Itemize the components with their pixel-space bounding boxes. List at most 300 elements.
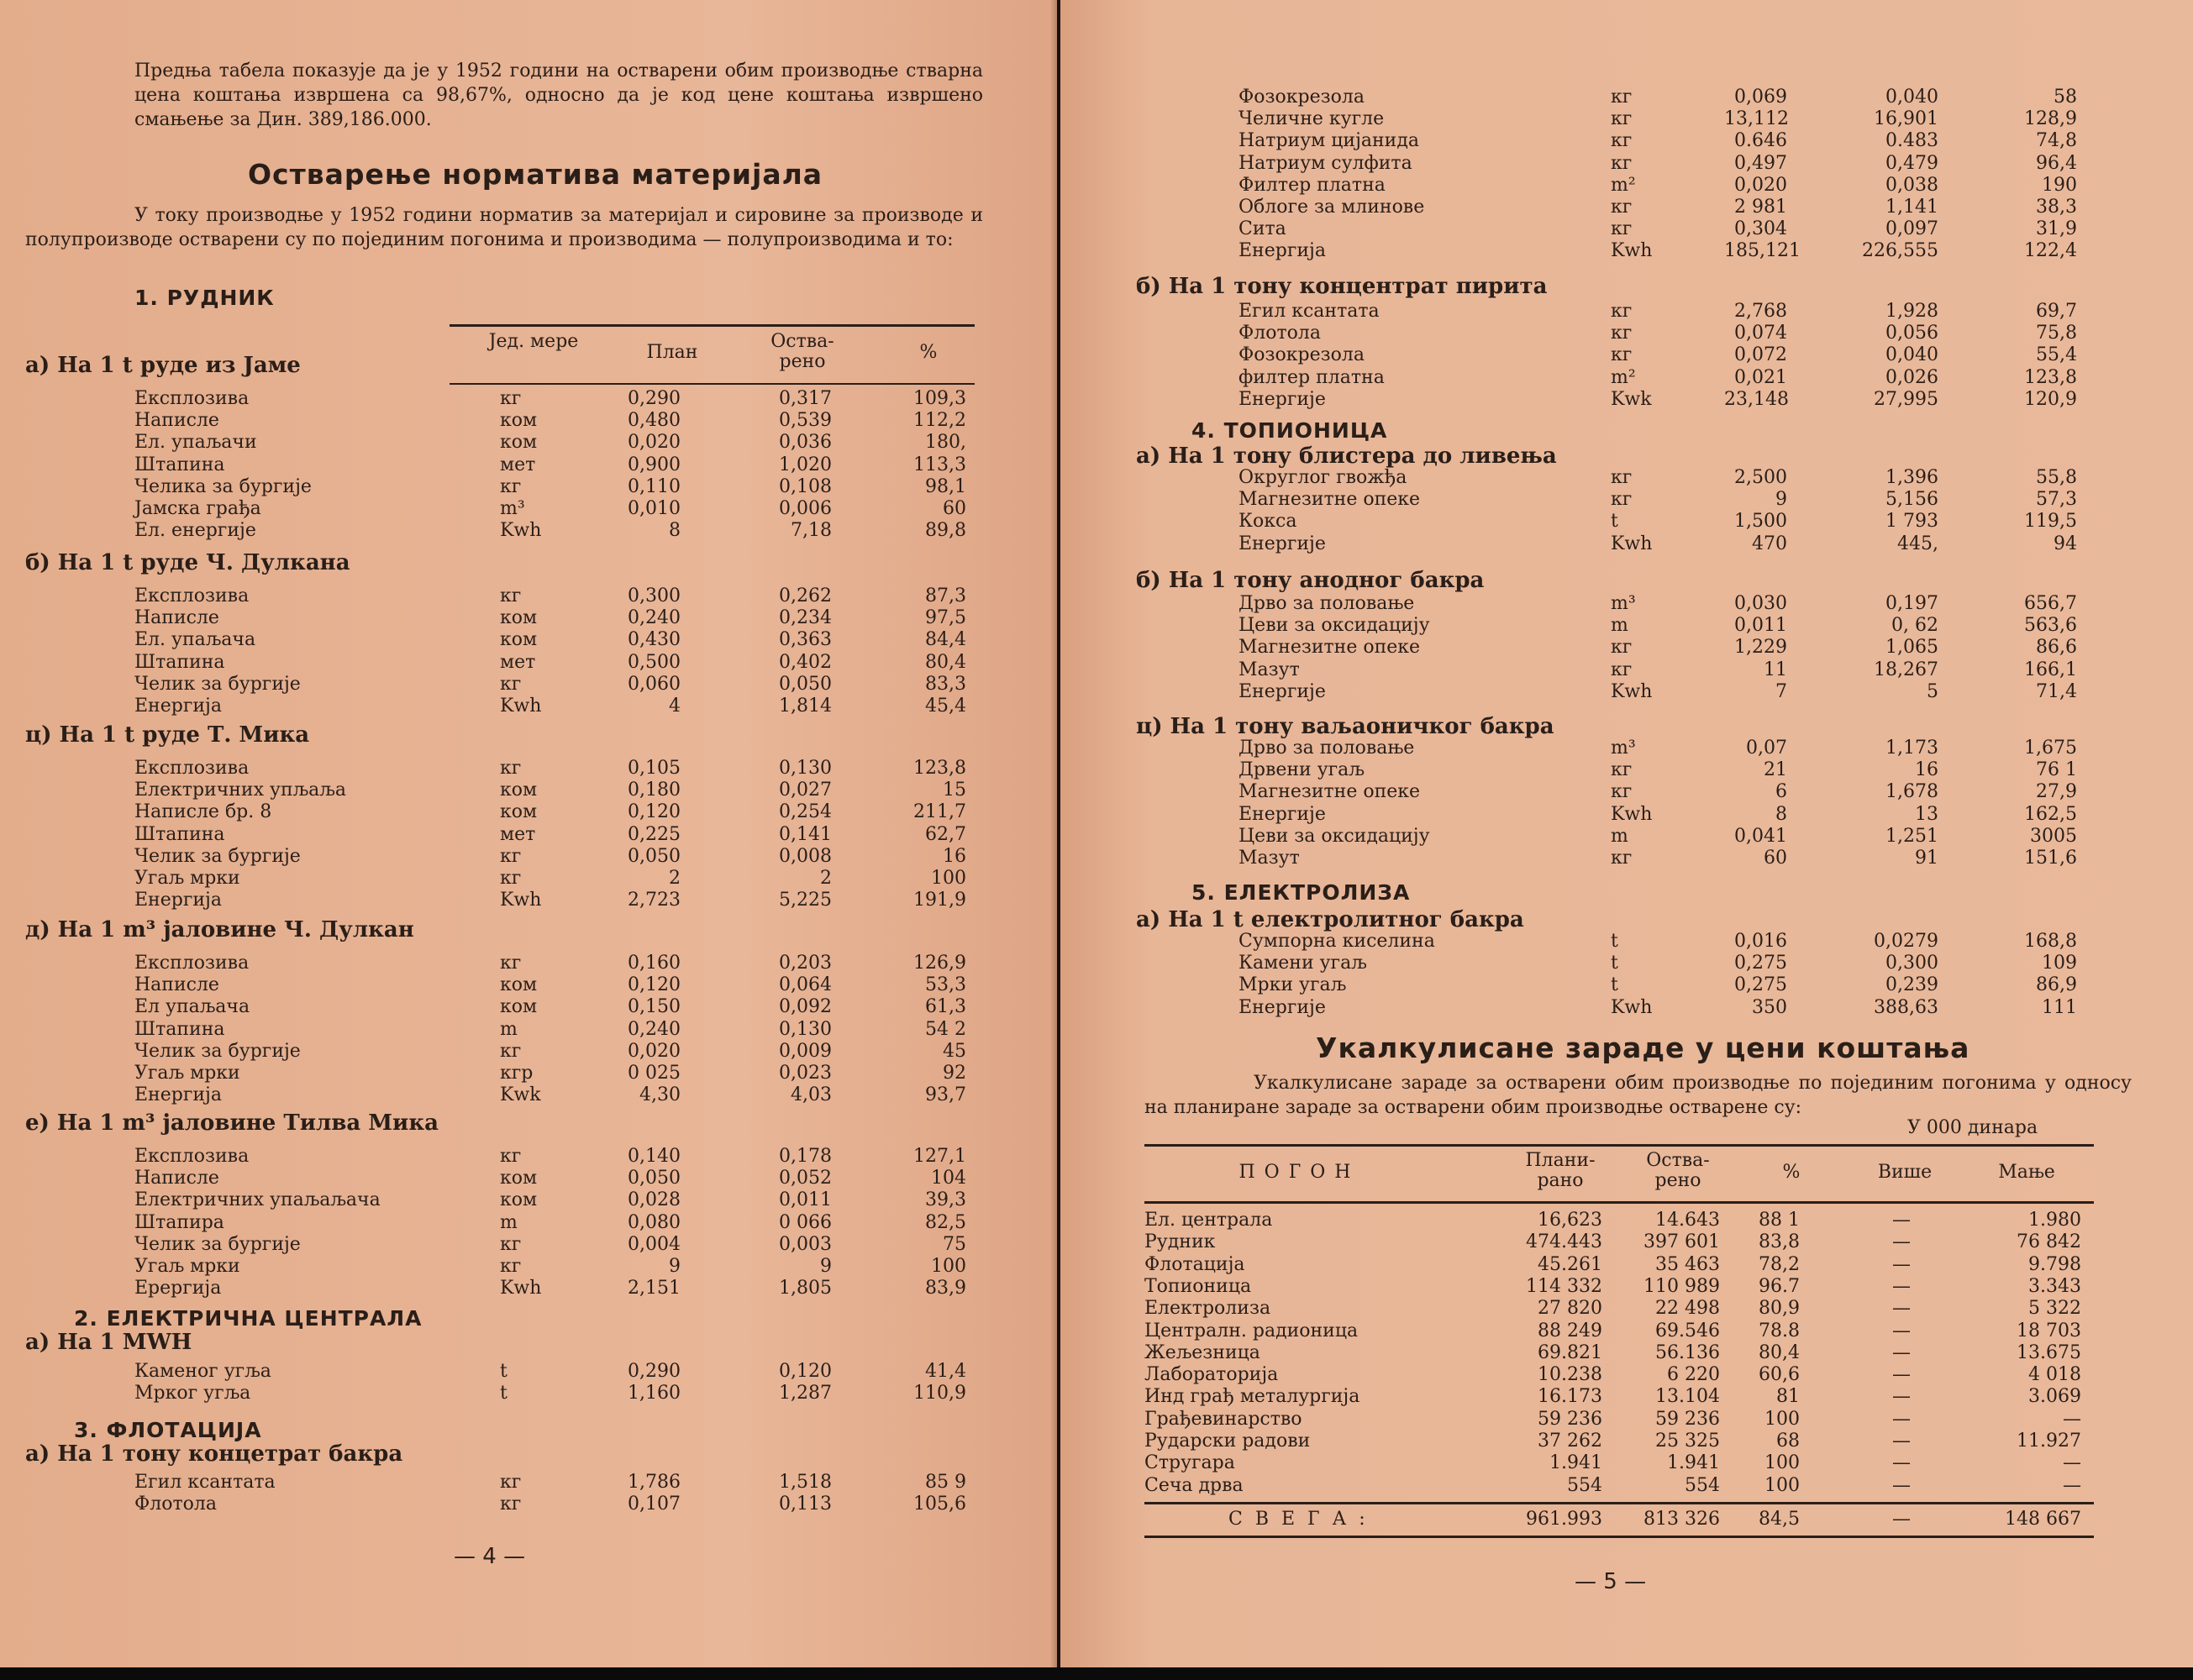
material-unit: m — [1611, 825, 1628, 847]
material-name: Експлозива — [134, 758, 250, 779]
material-actual: 13 — [1915, 803, 1938, 825]
pogon-pct: 81 — [1776, 1386, 1800, 1408]
material-name: Ел. енергије — [134, 520, 256, 542]
total-more: — — [1892, 1509, 1911, 1530]
material-row — [1060, 511, 2111, 533]
material-plan: 60 — [1764, 848, 1787, 869]
pogon-pct: 100 — [1764, 1452, 1800, 1474]
material-row — [0, 585, 1050, 607]
material-unit: кг — [500, 868, 522, 889]
pogon-plan: 16,623 — [1538, 1210, 1602, 1231]
material-plan: 0,010 — [628, 498, 681, 519]
pogon-pct-header: % — [1782, 1162, 1801, 1183]
pogon-pct: 78.8 — [1759, 1320, 1800, 1341]
material-unit: t — [500, 1383, 507, 1404]
material-actual: 0,003 — [779, 1233, 832, 1255]
material-actual: 0,239 — [1885, 974, 1938, 996]
material-row — [1060, 781, 2111, 803]
material-plan: 0,500 — [628, 651, 681, 673]
material-name: Фозокрезола — [1238, 344, 1365, 366]
material-pct: 83,3 — [925, 673, 966, 695]
material-pct: 100 — [931, 1256, 966, 1277]
material-name: Мазут — [1238, 659, 1300, 680]
material-actual: 0,056 — [1885, 323, 1938, 344]
material-unit: кг — [1611, 130, 1633, 152]
material-plan: 11 — [1764, 659, 1787, 680]
left-page — [0, 0, 1057, 1667]
pogon-pct: 80,4 — [1759, 1341, 1800, 1363]
material-unit: m³ — [500, 498, 525, 519]
material-unit: мет — [500, 454, 536, 475]
material-pct: 76 1 — [2036, 759, 2077, 781]
material-unit: m — [500, 1211, 518, 1233]
material-pct: 109,3 — [913, 388, 966, 409]
material-actual: 1,065 — [1885, 637, 1938, 659]
material-plan: 0,020 — [1734, 174, 1787, 196]
material-pct: 84,4 — [925, 629, 966, 651]
material-row — [1060, 108, 2111, 130]
material-actual: 0.483 — [1885, 130, 1938, 152]
material-unit: кг — [500, 1146, 522, 1167]
pogon-actual: 110 989 — [1643, 1275, 1720, 1297]
material-plan: 0,110 — [628, 475, 681, 497]
material-unit: мет — [500, 651, 536, 673]
material-pct: 97,5 — [925, 607, 966, 629]
material-plan: 1,786 — [628, 1472, 681, 1493]
material-row — [0, 1278, 1050, 1299]
pogon-actual: 35 463 — [1655, 1253, 1720, 1275]
page-number-left: — 4 — — [454, 1544, 526, 1569]
right-page — [1060, 0, 2193, 1667]
material-pct: 15 — [943, 780, 966, 801]
material-row — [1060, 659, 2111, 681]
material-name: Челик за бургије — [134, 1233, 301, 1255]
material-plan: 0,480 — [628, 410, 681, 432]
material-pct: 75 — [943, 1233, 966, 1255]
material-name: Енергија — [134, 1084, 222, 1106]
material-row — [1060, 87, 2111, 108]
material-pct: 83,9 — [925, 1278, 966, 1299]
material-plan: 0,020 — [628, 1040, 681, 1062]
material-pct: 3005 — [2030, 825, 2077, 847]
material-row — [0, 1041, 1050, 1063]
pogon-less: — — [2063, 1474, 2081, 1496]
intro-paragraph-2: У току производње у 1952 години норматив за материјал и сировине за производе и полупроизводе остварени су по појединим погонима и производима — полупроизводима и то: — [25, 205, 983, 250]
pogon-pct: 100 — [1764, 1408, 1800, 1430]
material-actual: 1,173 — [1885, 738, 1938, 759]
material-row — [1060, 301, 2111, 323]
material-pct: 123,8 — [913, 758, 966, 779]
material-plan: 0,900 — [628, 454, 681, 475]
material-row — [1060, 130, 2111, 152]
material-actual: 0,479 — [1885, 152, 1938, 174]
material-row — [1060, 489, 2111, 511]
pogon-plan: 554 — [1567, 1474, 1602, 1496]
material-name: Натриум сулфита — [1238, 152, 1412, 174]
material-plan: 8 — [669, 520, 681, 542]
material-actual: 0,064 — [779, 974, 832, 996]
material-row — [1060, 533, 2111, 555]
material-name: Написле — [134, 974, 219, 996]
material-pct: 31,9 — [2036, 218, 2077, 240]
material-actual: 1,251 — [1885, 825, 1938, 847]
material-pct: 55,8 — [2036, 467, 2077, 488]
material-actual: 0,008 — [779, 845, 832, 867]
material-pct: 180, — [925, 432, 966, 454]
material-pct: 128,9 — [2024, 108, 2077, 130]
pogon-less: 1.980 — [2028, 1210, 2081, 1231]
section-rudnik: 1. РУДНИК — [134, 286, 275, 310]
pogon-more: — — [1892, 1231, 1911, 1253]
pogon-plan: 27 820 — [1538, 1298, 1602, 1320]
material-row — [1060, 467, 2111, 489]
unit-note: У 000 динара — [1907, 1117, 2038, 1138]
material-plan: 1,160 — [628, 1383, 681, 1404]
material-actual: 0,234 — [779, 607, 832, 629]
material-actual: 0,0279 — [1874, 931, 1938, 952]
material-plan: 470 — [1752, 533, 1787, 554]
material-unit: кг — [1611, 108, 1633, 130]
material-unit: мет — [500, 823, 536, 845]
pogon-more: — — [1892, 1474, 1911, 1496]
material-plan: 6 — [1775, 781, 1787, 803]
material-row — [0, 1063, 1050, 1084]
material-plan: 0,240 — [628, 1018, 681, 1040]
material-unit: кг — [1611, 848, 1633, 869]
material-plan: 0,120 — [628, 974, 681, 996]
material-name: Угаљ мрки — [134, 1063, 240, 1084]
group-title: б) На 1 тону анодног бакра — [1136, 568, 1485, 593]
material-name: Челик за бургије — [134, 845, 301, 867]
material-pct: 656,7 — [2024, 593, 2077, 614]
material-actual: 16 — [1915, 759, 1938, 781]
pogon-pct: 80,9 — [1759, 1298, 1800, 1320]
material-actual: 0,006 — [779, 498, 832, 519]
material-plan: 0,080 — [628, 1211, 681, 1233]
material-pct: 100 — [931, 868, 966, 889]
material-unit: кг — [500, 758, 522, 779]
pogon-row — [1060, 1364, 2153, 1386]
pogon-actual: 397 601 — [1643, 1231, 1720, 1253]
material-actual: 0,254 — [779, 801, 832, 823]
material-unit: кг — [1611, 218, 1633, 240]
material-actual: 0,038 — [1885, 174, 1938, 196]
material-unit: t — [1611, 931, 1618, 952]
pogon-row — [1060, 1320, 2153, 1342]
material-row — [0, 410, 1050, 432]
material-unit: кг — [1611, 467, 1633, 488]
pogon-name: Грађевинарство — [1144, 1408, 1302, 1430]
material-actual: 5,225 — [779, 890, 832, 911]
group-title: а) На 1 тону блистера до ливења — [1136, 444, 1557, 469]
pogon-less: — — [2063, 1452, 2081, 1474]
material-row — [1060, 974, 2111, 996]
material-pct: 87,3 — [925, 585, 966, 606]
material-row — [0, 607, 1050, 629]
material-unit: ком — [500, 607, 538, 629]
material-actual: 0,040 — [1885, 344, 1938, 366]
material-actual: 388,63 — [1874, 996, 1938, 1018]
material-plan: 0.646 — [1734, 130, 1787, 152]
material-plan: 0,240 — [628, 607, 681, 629]
material-unit: кг — [1611, 197, 1633, 218]
material-plan: 0,275 — [1734, 974, 1787, 996]
material-name: Енергије — [1238, 533, 1326, 554]
intro-paragraph: Предња табела показује да је у 1952 години на остварени обим производње стварна цена коштања извршена са 98,67%, односно да је код цене коштања извршено смањење за Дин. 389,186.000. — [134, 60, 983, 130]
material-row — [0, 801, 1050, 823]
pogon-plan-header: Плани- рано — [1525, 1150, 1596, 1191]
material-actual: 0,052 — [779, 1168, 832, 1189]
material-row — [1060, 323, 2111, 344]
material-unit: m — [1611, 615, 1628, 637]
material-pct: 122,4 — [2024, 240, 2077, 262]
material-row — [0, 696, 1050, 717]
material-name: Штапина — [134, 651, 225, 673]
pogon-actual: 6 220 — [1667, 1364, 1720, 1386]
material-unit: кг — [1611, 323, 1633, 344]
pogon-pct: 78,2 — [1759, 1253, 1800, 1275]
material-plan: 7 — [1775, 680, 1787, 702]
material-plan: 0,060 — [628, 673, 681, 695]
section-flotation: 3. ФЛОТАЦИЈА — [74, 1418, 262, 1442]
pogon-name: Рударски радови — [1144, 1431, 1311, 1452]
material-unit: кг — [1611, 759, 1633, 781]
material-row — [1060, 997, 2111, 1019]
material-row — [0, 1256, 1050, 1278]
material-pct: 61,3 — [925, 996, 966, 1018]
pogon-bottom-rule — [1144, 1536, 2094, 1538]
material-unit: кг — [500, 1233, 522, 1255]
main-title: Остварење норматива материјала — [248, 158, 823, 191]
material-plan: 0,140 — [628, 1146, 681, 1167]
material-name: Челичне кугле — [1238, 108, 1385, 130]
material-pct: 39,3 — [925, 1189, 966, 1211]
pogon-name: Централн. радионица — [1144, 1320, 1359, 1341]
material-row — [0, 520, 1050, 542]
material-plan: 0,020 — [628, 432, 681, 454]
material-unit: кгр — [500, 1063, 534, 1084]
material-row — [0, 1084, 1050, 1106]
material-row — [0, 1494, 1050, 1515]
material-plan: 0,069 — [1734, 87, 1787, 108]
material-name: Енергија — [1238, 240, 1326, 262]
material-actual: 27,995 — [1874, 388, 1938, 410]
material-actual: 0,539 — [779, 410, 832, 432]
material-name: Ел упаљача — [134, 996, 250, 1018]
pogon-plan: 37 262 — [1538, 1431, 1602, 1452]
material-row — [0, 1146, 1050, 1168]
pogon-less: 9.798 — [2028, 1253, 2081, 1275]
material-pct: 105,6 — [913, 1494, 966, 1515]
material-pct: 191,9 — [913, 890, 966, 911]
pogon-name: Стругара — [1144, 1452, 1235, 1474]
pogon-plan: 59 236 — [1538, 1408, 1602, 1430]
material-unit: кг — [500, 673, 522, 695]
material-actual: 0,141 — [779, 823, 832, 845]
pogon-name: Топионица — [1144, 1275, 1252, 1297]
material-unit: Kwk — [500, 1084, 541, 1106]
material-unit: кг — [1611, 344, 1633, 366]
pogon-plan: 10.238 — [1538, 1364, 1602, 1386]
pogon-pct: 100 — [1764, 1474, 1800, 1496]
material-actual: 1,396 — [1885, 467, 1938, 488]
material-row — [0, 388, 1050, 410]
material-actual: 5 — [1927, 680, 1938, 702]
material-row — [0, 780, 1050, 801]
material-row — [0, 1472, 1050, 1494]
material-plan: 0,030 — [1734, 593, 1787, 614]
material-actual: 0,023 — [779, 1063, 832, 1084]
material-plan: 2 — [669, 868, 681, 889]
pogon-name: Флотација — [1144, 1253, 1245, 1275]
group-title: ц) На 1 t руде Т. Мика — [25, 722, 310, 748]
material-plan: 0,041 — [1734, 825, 1787, 847]
material-name: Дрво за половање — [1238, 593, 1415, 614]
material-pct: 60 — [943, 498, 966, 519]
material-pct: 94 — [2054, 533, 2077, 554]
group-title: д) На 1 m³ јаловине Ч. Дулкан — [25, 917, 414, 942]
material-row — [1060, 615, 2111, 637]
material-row — [0, 674, 1050, 696]
material-unit: кг — [500, 845, 522, 867]
material-unit: Kwh — [1611, 240, 1653, 262]
col-actual-header: Оства- рено — [770, 331, 834, 372]
material-unit: Kwk — [1611, 388, 1652, 410]
material-row — [1060, 344, 2111, 366]
material-plan: 0,120 — [628, 801, 681, 823]
material-actual: 0,027 — [779, 780, 832, 801]
pogon-plan: 88 249 — [1538, 1320, 1602, 1341]
pogon-less: 3.343 — [2028, 1275, 2081, 1297]
total-pct: 84,5 — [1759, 1509, 1800, 1530]
material-pct: 80,4 — [925, 651, 966, 673]
material-pct: 27,9 — [2036, 781, 2077, 803]
pogon-actual: 13.104 — [1655, 1386, 1720, 1408]
material-plan: 0,290 — [628, 1361, 681, 1382]
material-actual: 0,130 — [779, 758, 832, 779]
material-unit: кг — [500, 1256, 522, 1277]
material-plan: 0,004 — [628, 1233, 681, 1255]
material-name: филтер платна — [1238, 366, 1385, 388]
material-pct: 120,9 — [2024, 388, 2077, 410]
material-plan: 0,160 — [628, 953, 681, 974]
material-actual: 0,050 — [779, 673, 832, 695]
material-pct: 58 — [2054, 87, 2077, 108]
material-row — [1060, 931, 2111, 953]
material-actual: 1,805 — [779, 1278, 832, 1299]
material-actual: 0,026 — [1885, 366, 1938, 388]
pogon-actual: 554 — [1685, 1474, 1720, 1496]
material-actual: 0,178 — [779, 1146, 832, 1167]
material-pct: 110,9 — [913, 1383, 966, 1404]
material-name: Кокса — [1238, 511, 1297, 533]
material-unit: ком — [500, 432, 538, 454]
material-row — [0, 824, 1050, 846]
section-smelter: 4. ТОПИОНИЦА — [1191, 418, 1388, 443]
material-actual: 0,203 — [779, 953, 832, 974]
group-title: б) На 1 тону концентрат пирита — [1136, 274, 1548, 299]
material-pct: 71,4 — [2036, 680, 2077, 702]
material-pct: 211,7 — [913, 801, 966, 823]
material-actual: 0,317 — [779, 388, 832, 409]
pogon-plan: 474.443 — [1526, 1231, 1602, 1253]
material-name: Ел. упаљача — [134, 629, 256, 651]
pogon-pct: 68 — [1776, 1431, 1800, 1452]
material-pct: 57,3 — [2036, 489, 2077, 511]
material-unit: кг — [1611, 637, 1633, 659]
material-actual: 0,300 — [1885, 953, 1938, 974]
group-title: б) На 1 t руде Ч. Дулкана — [25, 550, 350, 575]
material-actual: 0, 62 — [1891, 615, 1938, 637]
pogon-header-rule — [1144, 1201, 2094, 1204]
pogon-pct: 96.7 — [1759, 1275, 1800, 1297]
material-name: Ел. упаљачи — [134, 432, 257, 454]
material-plan: 9 — [1775, 489, 1787, 511]
material-plan: 0,180 — [628, 780, 681, 801]
pogon-plan: 1.941 — [1549, 1452, 1602, 1474]
material-unit: Kwh — [1611, 680, 1653, 702]
material-name: Написле — [134, 607, 219, 629]
material-row — [0, 1234, 1050, 1256]
material-row — [0, 1212, 1050, 1234]
material-unit: Kwh — [500, 1278, 542, 1299]
material-actual: 0,011 — [779, 1189, 832, 1211]
material-actual: 1,141 — [1885, 197, 1938, 218]
col-unit-header: Јед. мере — [488, 331, 579, 352]
pogon-more: — — [1892, 1341, 1911, 1363]
pogon-row — [1060, 1231, 2153, 1253]
material-unit: кг — [500, 953, 522, 974]
material-name: Експлозива — [134, 388, 250, 409]
material-actual: 5,156 — [1885, 489, 1938, 511]
material-row — [0, 868, 1050, 890]
material-name: Сита — [1238, 218, 1286, 240]
material-actual: 4,03 — [791, 1084, 832, 1106]
pogon-less: 18 703 — [2017, 1320, 2081, 1341]
material-name: Цеви за оксидацију — [1238, 615, 1430, 637]
material-pct: 126,9 — [913, 953, 966, 974]
material-row — [1060, 197, 2111, 218]
material-name: Енергије — [1238, 803, 1326, 825]
total-actual: 813 326 — [1643, 1509, 1720, 1530]
material-plan: 0,074 — [1734, 323, 1787, 344]
material-row — [0, 454, 1050, 476]
material-plan: 0,497 — [1734, 152, 1787, 174]
material-actual: 0 066 — [779, 1211, 832, 1233]
material-actual: 0,402 — [779, 651, 832, 673]
material-unit: m³ — [1611, 738, 1636, 759]
pogon-less: 3.069 — [2028, 1386, 2081, 1408]
group-title: е) На 1 m³ јаловине Тилва Мика — [25, 1110, 439, 1136]
material-pct: 151,6 — [2024, 848, 2077, 869]
material-pct: 82,5 — [925, 1211, 966, 1233]
material-pct: 166,1 — [2024, 659, 2077, 680]
pogon-total-row — [1060, 1509, 2153, 1530]
pogon-total-rule — [1144, 1502, 2094, 1504]
material-unit: кг — [500, 1040, 522, 1062]
material-row — [1060, 389, 2111, 411]
material-actual: 7,18 — [791, 520, 832, 542]
pogon-row — [1060, 1475, 2153, 1497]
material-plan: 0,050 — [628, 845, 681, 867]
material-row — [1060, 637, 2111, 659]
material-name: Написле — [134, 1168, 219, 1189]
material-pct: 69,7 — [2036, 301, 2077, 322]
pogon-more: — — [1892, 1431, 1911, 1452]
pogon-name: Сеча дрва — [1144, 1474, 1244, 1496]
pogon-name: Лабораторија — [1144, 1364, 1279, 1386]
material-pct: 1,675 — [2024, 738, 2077, 759]
